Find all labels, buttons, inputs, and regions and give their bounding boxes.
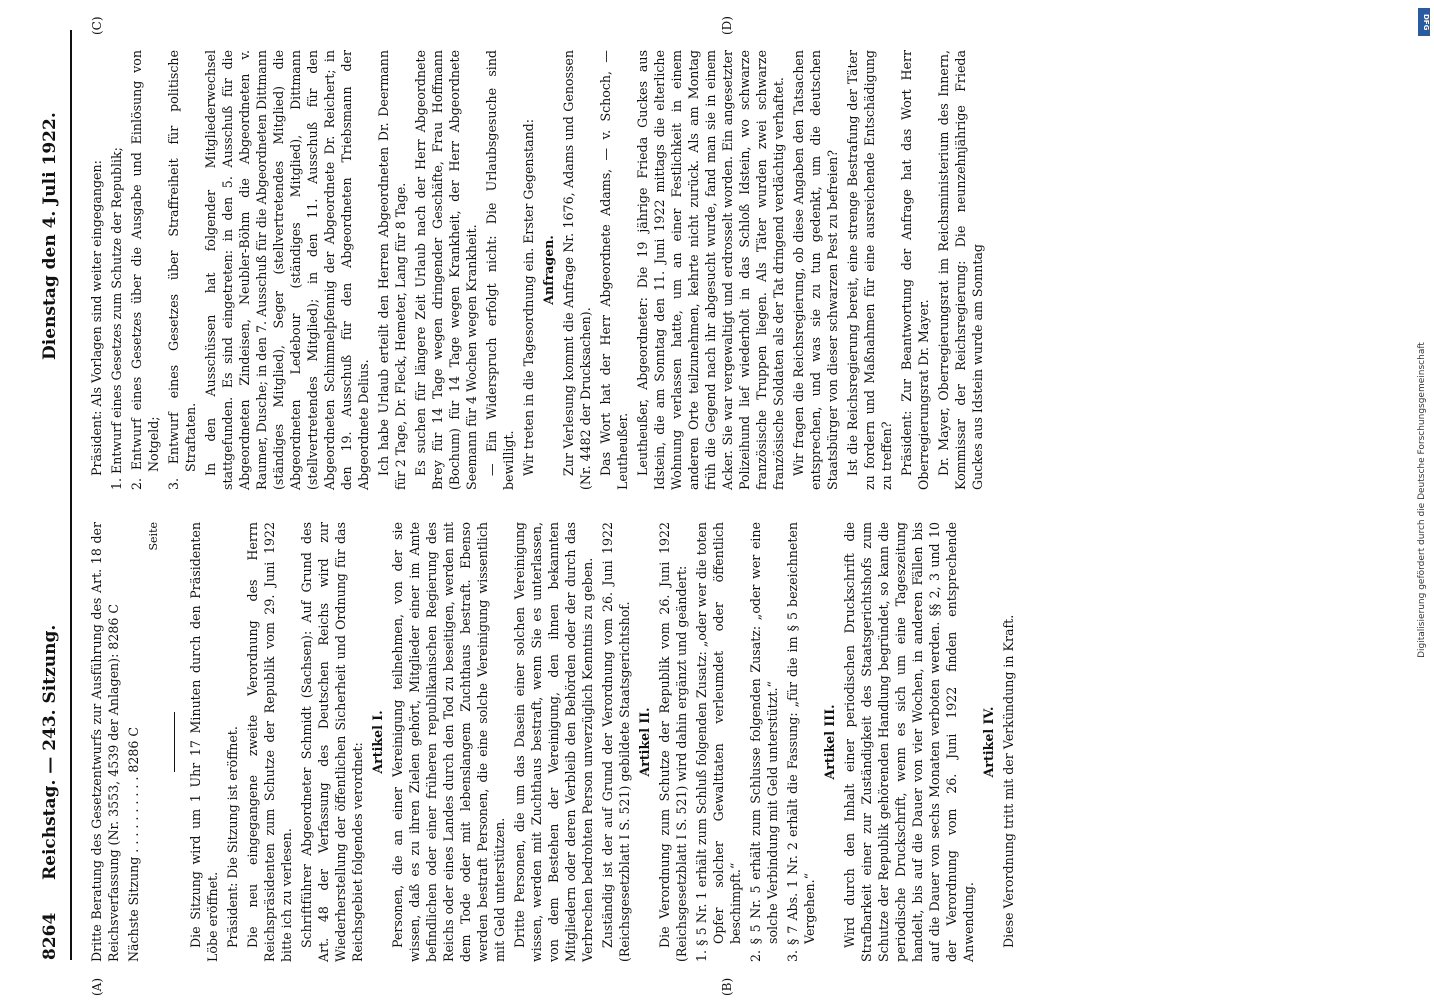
right-column-p: Wir treten in die Tagesordnung ein. Erster Gegenstand: — [521, 119, 536, 476]
right-column-p: Wir fragen die Reichsregierung, ob diese Angaben den Tatsachen entsprechen, und was sie zu tun gedenkt, um die deutschen Staatsbürger von dieser schwarzen Pest zu befreien? — [791, 50, 840, 490]
margin-mark-a: (A) — [90, 977, 104, 996]
left-column-item: 3. § 7 Abs. 1 Nr. 2 erhält die Fassung: „für die im § 5 bezeichneten Vergehen.“ — [785, 522, 817, 962]
left-column-center: Artikel IV. — [981, 706, 996, 778]
right-column-p: Es suchen für längere Zeit Urlaub nach der Herr Abgeordnete Brey für 14 Tage wegen dringender Geschäfte, Frau Hoffmann (Bochum) für 14 Tage wegen Krankheit, der Herr Abgeordnete Seemann für 4 Wochen wegen Krankheit. — [413, 50, 479, 490]
left-column-item: 2. § 5 Nr. 5 erhält zum Schlusse folgenden Zusatz: „oder wer eine solche Verbindung mit Geld unterstützt.“ — [748, 522, 780, 962]
left-column-center: Artikel II. — [637, 707, 652, 777]
left-column-p: Die Verordnung zum Schutze der Republik vom 26. Juni 1922 (Reichsgesetzblatt I S. 521) wird dahin ergänzt und geändert: — [657, 522, 689, 962]
right-column-p: Leutheußer, Abgeordneter: Die 19 jährige Frieda Guckes aus Idstein, die am Sonntag den 11. Juni 1922 mittags die elterliche Wohnung verlassen hatte, um an einer Festlichkeit in einem anderen Orte teilzunehmen, kehrte nicht zurück. Als am Montag früh die Gegend nach ihr abgesucht wurde, fand man sie in einem Acker. Sie war vergewaltigt und erdrosselt worden. Ein angesetzter Polizeihund lief wiederholt in das Schloß Idstein, wo schwarze französische Truppen liegen. Als Täter wurden zwei schwarze französische Soldaten als der Tat dringend verdächtig verhaftet. — [635, 50, 786, 490]
right-column-p: Präsident: Als Vorlagen sind weiter eingegangen: — [89, 160, 104, 476]
left-column-item: 1. § 5 Nr. 1 erhält zum Schluß folgenden Zusatz: „oder wer die toten Opfer solcher Gewalttaten verleumdet oder öffentlich beschimpft.“ — [694, 522, 743, 962]
left-column-p: Personen, die an einer Vereinigung teilnehmen, von der sie wissen, daß es zu ihren Zielen gehört, Mitglieder einer im Amte befindlichen oder einer früheren republikanischen Regierung des Reichs oder eines Landes durch den Tod zu beseitigen, werden mit dem Tode oder mit lebenslangem Zuchthaus bestraft. Ebenso werden bestraft Personen, die eine solche Vereinigung wissentlich mit Geld unterstützen. — [390, 522, 507, 962]
left-column-toc: Dritte Beratung des Gesetzentwurfs zur Ausführung des Art. 18 der Reichsverfassung (Nr. 3553, 4539 der Anlagen): 8286 C — [89, 522, 121, 962]
digitization-note-text: Digitalisierung gefördert durch die Deutsche Forschungsgemeinschaft — [1417, 342, 1427, 658]
left-column-p: Wird durch den Inhalt einer periodischen Druckschrift die Strafbarkeit einer zur Zuständigkeit des Staatsgerichtshofs zum Schutze der Republik gehörenden Handlung begründet, so kann die periodische Druckschrift, wenn es sich um eine Tageszeitung handelt, bis auf die Dauer von vier Wochen, in anderen Fällen bis auf die Dauer von sechs Monaten verboten werden. §§ 2, 3 und 10 der Verordnung vom 26. Juni 1922 finden entsprechende Anwendung. — [842, 522, 976, 962]
left-column-p: Zuständig ist der auf Grund der Verordnung vom 26. Juni 1922 (Reichsgesetzblatt I S. 521) gebildete Staatsgerichtshof. — [600, 522, 632, 962]
left-column-p: Dritte Personen, die um das Dasein einer solchen Vereinigung wissen, werden mit Zuchthaus bestraft, wenn Sie es unterlassen, von dem Bestehen der Vereinigung, den ihnen bekannten Mitgliedern oder deren Verbleib den Behörden oder der durch das Verbrechen bedrohten Person unverzüglich Kenntnis zu geben. — [512, 522, 595, 962]
left-column-p: Präsident: Die Sitzung ist eröffnet. — [225, 726, 240, 948]
right-text-column — [88, 50, 989, 490]
header-left-title: Reichstag. — 243. Sitzung. — [40, 624, 60, 880]
left-column-center: Artikel III. — [822, 704, 837, 780]
right-column-p: — Ein Widerspruch erfolgt nicht: Die Urlaubsgesuche sind bewilligt. — [484, 50, 516, 490]
right-column-p: Ist die Reichsregierung bereit, eine strenge Bestrafung der Täter zu fordern und Maßnahmen für eine ausreichende Entschädigung zu treffen? — [845, 50, 894, 490]
right-column-p: Ich habe Urlaub erteilt den Herren Abgeordneten Dr. Deermann für 2 Tage, Dr. Fleck, Hemeter, Lang für 8 Tage. — [376, 50, 408, 490]
right-column-p: Dr. Mayer, Oberregierungsrat im Reichsministerium des Innern, Kommissar der Reichsregierung: Die neunzehnjährige Frieda Guckes aus Idstein wurde am Sonntag — [936, 50, 985, 490]
left-text-column — [88, 522, 1020, 962]
left-column-p: Die Sitzung wird um 1 Uhr 17 Minuten durch den Präsidenten Löbe eröffnet. — [188, 522, 220, 962]
page-number: 8264 — [40, 912, 60, 960]
right-column-p: In den Ausschüssen hat folgender Mitgliederwechsel stattgefunden. Es sind eingetreten: in den 5. Ausschuß für die Abgeordneten Zindeisen, Neubler-Böhm die Abgeordneten v. Raumer, Dusche; in den 7. Ausschuß für die Abgeordneten Dittmann (ständiges Mitglied), Seger (stellvertretendes Mitglied) die Abgeordneten Ledebour (ständiges Mitglied), Dittmann (stellvertretendes Mitglied); in den 11. Ausschuß für den Abgeordneten Schimmelpfennig der Abgeordnete Dr. Reichert; in den 19. Ausschuß für den Abgeordneten Triebsmann der Abgeordnete Delius. — [203, 50, 371, 490]
margin-mark-d: (D) — [720, 16, 734, 35]
left-column-p: Die neu eingegangene zweite Verordnung des Herrn Reichspräsidenten zum Schutze der Republik vom 29. Juni 1922 bitte ich zu verlesen. — [245, 522, 294, 962]
right-column-center: Anfragen. — [541, 235, 556, 305]
header-right-title: Dienstag den 4. Juli 1922. — [40, 112, 60, 360]
right-column-item: 1. Entwurf eines Gesetzes zum Schutze der Republik; — [109, 147, 124, 490]
separator-rule — [174, 712, 175, 772]
left-column-center: Artikel I. — [370, 710, 385, 774]
left-column-p: Diese Verordnung tritt mit der Verkündung in Kraft. — [1001, 614, 1016, 948]
left-column-toc: Nächste Sitzung . . . . . . . . . . 8286 C — [126, 726, 141, 962]
margin-mark-c: (C) — [90, 16, 104, 35]
left-column-label: Seite — [147, 522, 160, 551]
right-column-item: 3. Entwurf eines Gesetzes über Straffreiheit für politische Straftaten. — [166, 50, 198, 490]
page-header — [30, 30, 72, 960]
right-column-p: Präsident: Zur Beantwortung der Anfrage hat das Wort Herr Oberregierungsrat Dr. Mayer. — [899, 50, 931, 490]
left-column-p: Schriftführer Abgeordneter Schmidt (Sachsen): Auf Grund des Art. 48 der Verfassung des Deutschen Reichs wird zur Wiederherstellung der öffentlichen Sicherheit und Ordnung für das Reichsgebiet folgendes verordnet: — [299, 522, 365, 962]
digitization-note — [1410, 0, 1434, 1000]
margin-mark-b: (B) — [720, 977, 734, 996]
right-column-p: Zur Verlesung kommt die Anfrage Nr. 1676, Adams und Genossen (Nr. 4482 der Drucksachen). — [561, 50, 593, 490]
right-column-item: 2. Entwurf eines Gesetzes über die Ausgabe und Einlösung von Notgeld; — [129, 50, 161, 490]
dfg-badge: DFG — [1418, 8, 1430, 36]
right-column-p: Das Wort hat der Herr Abgeordnete Adams, — v. Schoch, — Leutheußer. — [598, 50, 630, 490]
